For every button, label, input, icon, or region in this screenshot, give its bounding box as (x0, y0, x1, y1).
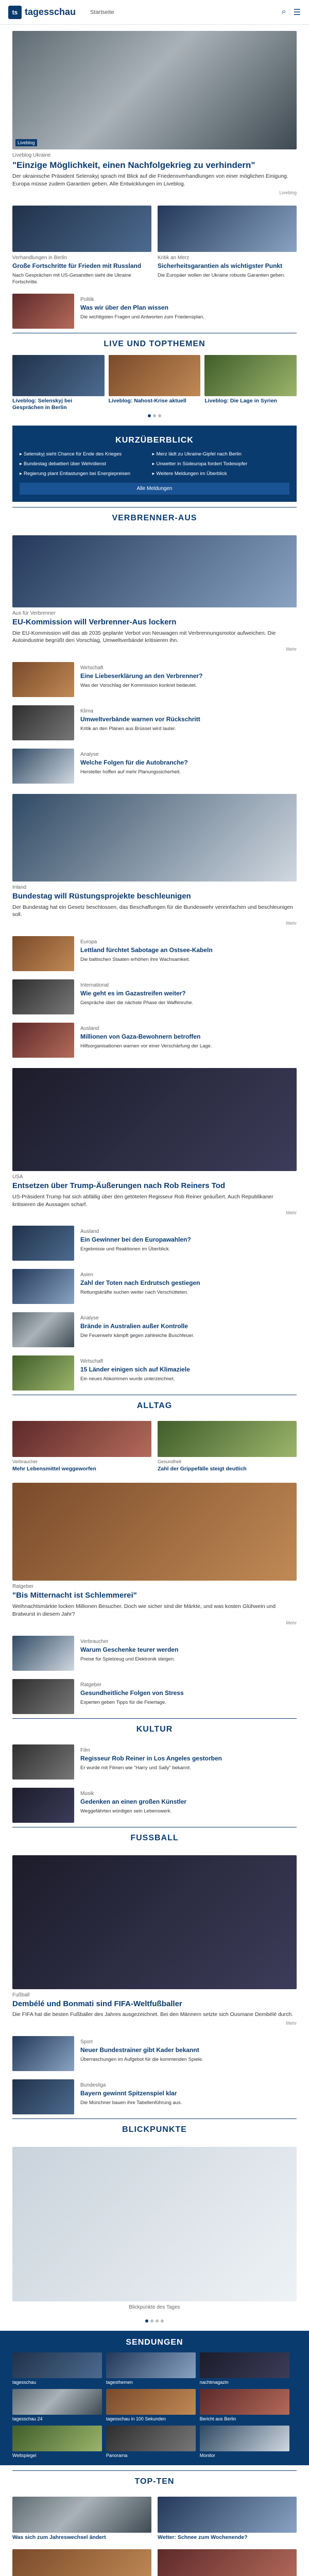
carousel-pager[interactable] (0, 411, 309, 420)
teaser-meta[interactable]: Mehr (286, 2020, 297, 2026)
live-card[interactable] (109, 355, 201, 411)
teaser-small[interactable] (0, 1222, 309, 1265)
teaser-small[interactable] (0, 1308, 309, 1351)
teaser-text: Die FIFA hat die besten Fußballer des Jahres ausgezeichnet. Bei den Männern setzte sich Ousmane Dembélé durch. (12, 2011, 294, 2018)
show-item[interactable] (12, 2389, 102, 2421)
topline: Politik (80, 297, 94, 303)
teaser-small[interactable] (0, 1351, 309, 1395)
teaser-card[interactable] (12, 2549, 151, 2576)
teaser-image (12, 1483, 297, 1581)
teaser-text: Die Feuerwehr kämpft gegen zahlreiche Buschfeuer. (80, 1333, 195, 1339)
teaser-large[interactable] (0, 1062, 309, 1222)
teaser-meta[interactable]: Mehr (286, 1620, 297, 1625)
teaser-card[interactable] (158, 1421, 297, 1472)
topline: Wirtschaft (80, 1359, 104, 1365)
teaser-text: Die Europäer wollen der Ukraine robuste Garantien geben. (158, 272, 285, 278)
headline[interactable]: Dembélé und Bonmati sind FIFA-Weltfußballer (12, 1999, 182, 2008)
teaser-text: Die Münchner bauen ihre Tabellenführung aus. (80, 2099, 182, 2106)
topline: USA (12, 1174, 23, 1180)
teaser-card[interactable] (158, 2549, 297, 2576)
gallery-image (12, 2147, 297, 2301)
topline: Wirtschaft (80, 665, 104, 671)
headline[interactable]: Millionen von Gaza-Bewohnern betroffen (80, 1033, 201, 1041)
logo[interactable] (8, 6, 76, 19)
teaser-text: Hilfsorganisationen warnen vor einer Verschärfung der Lage. (80, 1043, 212, 1049)
headline[interactable]: Bayern gewinnt Spitzenspiel klar (80, 2089, 177, 2097)
gallery-caption: Blickpunkte des Tages (129, 2304, 180, 2310)
teaser-small[interactable] (0, 658, 309, 701)
teaser-text: Die EU-Kommission will das ab 2035 geplante Verbot von Neuwagen mit Verbrennungsmotor aufweichen. Die Autoindustrie begrüßt den Vorschlag, Umweltverbände kritisieren ihn. (12, 630, 276, 644)
show-name: tagesschau 24 (12, 2416, 43, 2421)
show-item[interactable] (200, 2389, 289, 2421)
list-item[interactable]: ▸ Weitere Meldungen im Überblick (152, 471, 282, 478)
list-item[interactable]: ▸ Selenskyj sieht Chance für Ende des Krieges (20, 451, 149, 458)
topline: Liveblog Ukraine (12, 152, 51, 158)
show-item[interactable] (12, 2352, 102, 2385)
section-title-alltag: ALLTAG (12, 1395, 297, 1417)
teaser-large[interactable] (0, 1849, 309, 2032)
teaser-small[interactable] (0, 1675, 309, 1718)
teaser-text: Ergebnisse und Reaktionen im Überblick. (80, 1246, 170, 1252)
teaser-text: Experten geben Tipps für die Feiertage. (80, 1699, 166, 1705)
topline: Bundesliga (80, 2082, 106, 2088)
show-item[interactable] (200, 2426, 289, 2458)
headline[interactable]: "Einzige Möglichkeit, einen Nachfolgekrieg zu verhindern" (12, 160, 255, 170)
topline: Ausland (80, 1229, 99, 1235)
headline[interactable]: "Bis Mitternacht ist Schlemmerei" (12, 1591, 137, 1600)
teaser-image (12, 206, 151, 252)
teaser-image (12, 294, 74, 329)
headline[interactable]: Regisseur Rob Reiner in Los Angeles gestorben (80, 1754, 222, 1762)
logo-text: tagesschau (25, 7, 76, 17)
teaser-image (12, 535, 297, 607)
search-icon[interactable]: ⌕ (281, 7, 286, 16)
teaser-card[interactable] (12, 206, 151, 286)
teaser-small[interactable] (0, 2032, 309, 2075)
show-name: Monitor (199, 2452, 215, 2458)
headline[interactable]: Große Fortschritte für Frieden mit Russland (12, 262, 142, 269)
teaser-small[interactable] (0, 290, 309, 333)
topline: Sport (80, 2039, 93, 2045)
headline[interactable]: EU-Kommission will Verbrenner-Aus lockern (12, 617, 177, 626)
teaser-small[interactable] (0, 1019, 309, 1062)
teaser-meta[interactable]: Mehr (286, 647, 297, 652)
teaser-text: Die baltischen Staaten erhöhen ihre Wachsamkeit. (80, 957, 190, 963)
topline: Musik (80, 1790, 94, 1797)
live-card[interactable] (204, 355, 297, 411)
teaser-text: Hersteller hoffen auf mehr Planungssicherheit. (80, 769, 181, 775)
teaser-text: Was der Vorschlag der Kommission konkret bedeutet. (80, 683, 197, 689)
kurzueberblick-box (12, 426, 297, 501)
teaser-text: Preise für Spielzeug und Elektronik steigen. (80, 1656, 175, 1662)
show-item[interactable] (106, 2389, 196, 2421)
topline: Asien (80, 1272, 94, 1278)
headline[interactable]: Eine Liebeserklärung an den Verbrenner? (80, 672, 203, 680)
teaser-image (109, 355, 201, 396)
topline: Fußball (12, 1992, 30, 1998)
teaser-image (12, 1855, 297, 1989)
teaser-text: US-Präsident Trump hat sich abfällig über den getöteten Regisseur Rob Reiner geäußert. Auch Republikaner kritisieren die Aussagen scharf. (12, 1193, 273, 1208)
teaser-small[interactable] (0, 932, 309, 975)
teaser-small[interactable] (0, 1784, 309, 1827)
headline[interactable]: Zahl der Grippefälle steigt deutlich (158, 1466, 247, 1472)
headline[interactable]: Sicherheitsgarantien als wichtigster Punkt (158, 262, 283, 269)
teaser-large[interactable] (0, 1477, 309, 1631)
section-title-fussball: FUSSBALL (12, 1827, 297, 1849)
topline: Gesundheit (158, 1459, 182, 1465)
show-name: Panorama (106, 2452, 128, 2458)
list-item[interactable]: ▸ Bundestag debattiert über Wehrdienst (20, 461, 149, 468)
topline: Ratgeber (12, 1584, 34, 1590)
headline[interactable]: Umweltverbände warnen vor Rückschritt (80, 716, 200, 723)
teaser-large[interactable] (0, 529, 309, 658)
section-title-blick: BLICKPUNKTE (12, 2119, 297, 2141)
teaser-card[interactable] (158, 206, 297, 286)
show-name: tagesschau in 100 Sekunden (106, 2416, 166, 2421)
show-name: tagesschau (12, 2379, 37, 2385)
teaser-meta[interactable]: Liveblog (279, 190, 297, 195)
list-item[interactable]: ▸ Unwetter in Südeuropa fordert Todesopfer (152, 461, 282, 468)
list-item[interactable]: ▸ Merz lädt zu Ukraine-Gipfel nach Berlin (152, 451, 282, 458)
topline: Ausland (80, 1026, 99, 1032)
headline[interactable]: Neuer Bundestrainer gibt Kader bekannt (80, 2046, 199, 2054)
teaser-small[interactable] (0, 1265, 309, 1308)
topline: International (80, 982, 109, 989)
show-name: Bericht aus Berlin (199, 2416, 236, 2421)
teaser-text: Weihnachtsmärkte locken Millionen Besucher. Doch wie sicher sind die Märkte, und was kosten Glühwein und Bratwurst in diesem Jahr? (12, 1603, 276, 1617)
show-item[interactable] (106, 2352, 196, 2385)
teaser-image (158, 206, 297, 252)
headline[interactable]: Lettland fürchtet Sabotage an Ostsee-Kabeln (80, 946, 213, 954)
section-title-kultur: KULTUR (12, 1718, 297, 1740)
topline: Film (80, 1747, 90, 1753)
live-label: Liveblog (15, 139, 37, 146)
topline: Verbraucher (12, 1459, 38, 1465)
topline: Aus für Verbrenner (12, 610, 56, 616)
show-name: Weltspiegel (12, 2452, 37, 2458)
headline[interactable]: Was wir über den Plan wissen (80, 304, 168, 312)
lead-teaser[interactable] (0, 25, 309, 201)
teaser-text: Rettungskräfte suchen weiter nach Verschütteten. (80, 1290, 188, 1296)
topline: Inland (12, 885, 27, 891)
logo-badge: ts (8, 6, 22, 19)
topline: Verhandlungen in Berlin (12, 255, 67, 261)
topline: Analyse (80, 1315, 99, 1321)
section-title-sendungen: SENDUNGEN (126, 2337, 183, 2347)
teaser-meta[interactable]: Mehr (286, 921, 297, 926)
show-name: tagesthemen (106, 2379, 133, 2385)
list-item[interactable]: ▸ Regierung plant Entlastungen bei Energiepreisen (20, 471, 149, 478)
headline[interactable]: Gesundheitliche Folgen von Stress (80, 1689, 184, 1697)
teaser-image (12, 1068, 297, 1171)
blickpunkte-gallery[interactable] (0, 2141, 309, 2316)
topline: Ratgeber (80, 1682, 102, 1688)
teaser-card[interactable] (12, 2497, 151, 2541)
teaser-text: Überraschungen im Aufgebot für die kommenden Spiele. (80, 2056, 203, 2062)
teaser-image (12, 355, 105, 396)
section-title-kurz: KURZÜBERBLICK (115, 436, 194, 445)
teaser-large[interactable] (0, 788, 309, 932)
teaser-small[interactable] (0, 975, 309, 1019)
teaser-text: Ein neues Abkommen wurde unterzeichnet. (80, 1376, 175, 1382)
teaser-text: Nach Gesprächen mit US-Gesandten sieht die Ukraine Fortschritte. (12, 272, 131, 285)
topline: Verbraucher (80, 1638, 109, 1645)
teaser-small[interactable] (0, 2075, 309, 2119)
show-item[interactable] (200, 2352, 289, 2385)
headline[interactable]: Liveblog: Nahost-Krise aktuell (108, 398, 186, 404)
teaser-text: Weggefährten würdigen sein Lebenswerk. (80, 1808, 172, 1814)
teaser-card[interactable] (158, 2497, 297, 2541)
headline[interactable]: Liveblog: Selenskyj bei Gesprächen in Berlin (12, 398, 73, 411)
headline[interactable]: Zahl der Toten nach Erdrutsch gestiegen (80, 1279, 200, 1287)
teaser-text: Kritik an den Plänen aus Brüssel wird lauter. (80, 726, 176, 732)
section-title-live: LIVE UND TOPTHEMEN (12, 333, 297, 355)
show-name: nachtmagazin (199, 2379, 229, 2385)
teaser-small[interactable] (0, 701, 309, 744)
teaser-small[interactable] (0, 744, 309, 788)
teaser-text: Die wichtigsten Fragen und Antworten zum Friedensplan. (80, 314, 204, 320)
teaser-image (12, 794, 297, 882)
section-title-topten: TOP-TEN (12, 2470, 297, 2493)
headline[interactable]: Wetter: Schnee zum Wochenende? (158, 2534, 248, 2540)
headline[interactable]: Warum Geschenke teurer werden (80, 1646, 179, 1653)
carousel-pager[interactable] (0, 2316, 309, 2326)
headline[interactable]: Liveblog: Die Lage in Syrien (204, 398, 277, 404)
live-card[interactable] (12, 355, 105, 411)
site-header (0, 0, 309, 25)
headline[interactable]: Entsetzen über Trump-Äußerungen nach Rob Reiners Tod (12, 1181, 226, 1191)
headline[interactable]: Ein Gewinner bei den Europawahlen? (80, 1236, 191, 1244)
nav-breadcrumb[interactable]: Startseite (90, 9, 114, 15)
teaser-small[interactable] (0, 1632, 309, 1675)
teaser-card[interactable] (12, 1421, 151, 1472)
teaser-image (204, 355, 297, 396)
headline[interactable]: 15 Länder einigen sich auf Klimaziele (80, 1366, 190, 1374)
teaser-text: Gespräche über die nächste Phase der Waffenruhe. (80, 1000, 194, 1006)
menu-icon[interactable]: ☰ (293, 8, 301, 17)
all-news-button[interactable]: Alle Meldungen (20, 483, 289, 495)
teaser-meta[interactable]: Mehr (286, 1210, 297, 1216)
headline[interactable]: Was sich zum Jahreswechsel ändert (12, 2534, 106, 2540)
topline: Klima (80, 708, 94, 715)
headline[interactable]: Bundestag will Rüstungsprojekte beschleunigen (12, 892, 191, 901)
headline[interactable]: Gedenken an einen großen Künstler (80, 1798, 187, 1805)
show-item[interactable] (106, 2426, 196, 2458)
headline[interactable]: Wie geht es im Gazastreifen weiter? (80, 990, 186, 997)
teaser-text: Der ukrainische Präsident Selenskyj sprach mit Blick auf die Friedensverhandlungen von einer möglichen Einigung. Europa müsse zudem Garantien geben. Alle Entwicklungen im Liveblog. (12, 173, 288, 187)
teaser-small[interactable] (0, 1740, 309, 1784)
headline[interactable]: Welche Folgen für die Autobranche? (80, 759, 188, 767)
section-title-verbrenner: VERBRENNER-AUS (12, 507, 297, 529)
show-item[interactable] (12, 2426, 102, 2458)
teaser-text: Er wurde mit Filmen wie "Harry und Sally" bekannt. (80, 1765, 191, 1771)
lead-image (12, 31, 297, 149)
topline: Europa (80, 939, 97, 945)
topline: Analyse (80, 752, 99, 758)
sendungen-box (0, 2331, 309, 2465)
topline: Kritik an Merz (158, 255, 190, 261)
headline[interactable]: Brände in Australien außer Kontrolle (80, 1323, 188, 1330)
headline[interactable]: Mehr Lebensmittel weggeworfen (12, 1466, 96, 1472)
teaser-text: Der Bundestag hat ein Gesetz beschlossen, das Beschaffungen für die Bundeswehr vereinfachen und beschleunigen soll. (12, 904, 294, 918)
